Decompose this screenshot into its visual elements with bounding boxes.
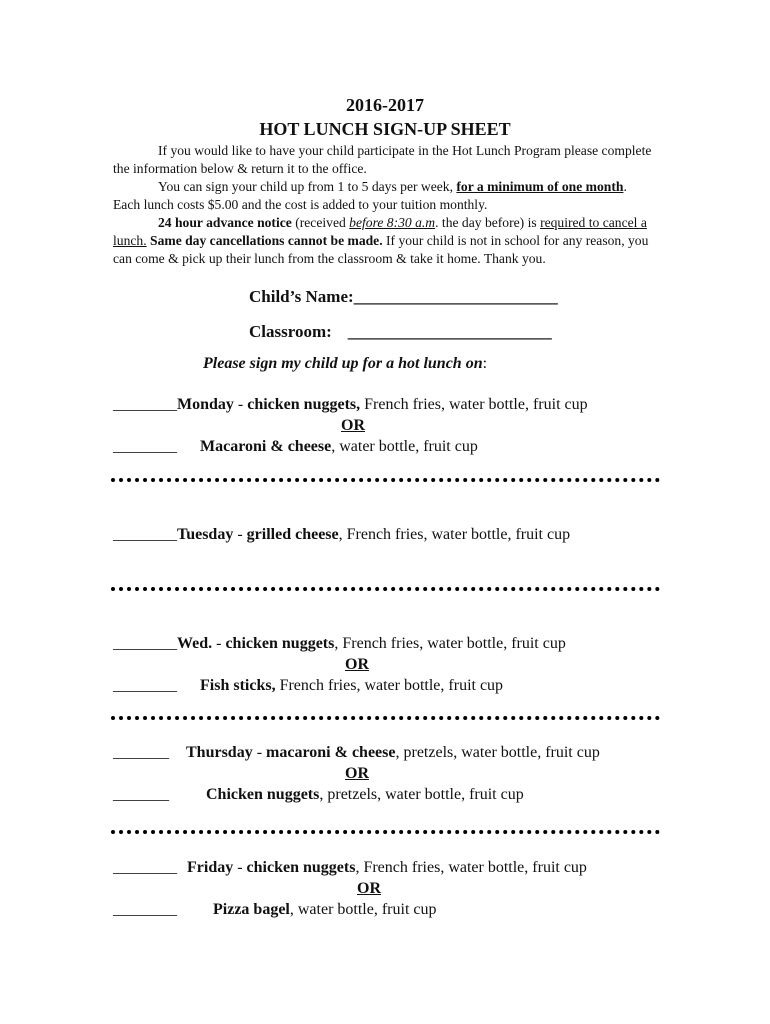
tuesday-blank[interactable]: ________	[113, 526, 177, 543]
friday-alt-rest: , water bottle, fruit cup	[289, 901, 437, 918]
year-heading: 2016-2017	[346, 95, 424, 115]
separator: -	[233, 859, 247, 876]
required-cancel: required to cancel a lunch.	[113, 215, 647, 248]
intro-paragraph-2	[113, 178, 653, 214]
monday-alt-main: Macaroni & cheese	[200, 438, 332, 455]
signup-instruction	[203, 355, 487, 373]
separator: -	[233, 396, 248, 413]
tuesday-main: grilled cheese	[246, 526, 339, 543]
wednesday-alt-rest: French fries, water bottle, fruit cup	[275, 677, 504, 694]
wednesday-alt-main: Fish sticks,	[200, 677, 276, 694]
friday-alt-option	[113, 901, 437, 919]
wednesday-blank[interactable]: ________	[113, 635, 177, 652]
intro-text-3d: . the day before) is	[435, 215, 541, 230]
advance-notice: 24 hour advance notice	[158, 215, 292, 230]
child-name-line[interactable]: ________________________	[353, 287, 558, 306]
intro-paragraph-3	[113, 214, 653, 268]
divider	[111, 587, 660, 591]
thursday-alt-rest: , pretzels, water bottle, fruit cup	[319, 786, 524, 803]
intro-text-2c: . Each lunch costs $5.00 and the cost is added to your tuition monthly.	[113, 179, 627, 212]
friday-day: Friday	[187, 859, 234, 876]
separator: -	[212, 635, 226, 652]
instruction-text: Please sign my child up for a hot lunch on	[203, 355, 483, 372]
wednesday-day: Wed.	[177, 635, 213, 652]
monday-alt-rest: , water bottle, fruit cup	[331, 438, 478, 455]
friday-option	[113, 859, 587, 877]
child-name-label: Child’s Name:	[249, 287, 354, 306]
wednesday-or: OR	[345, 656, 369, 673]
thursday-or: OR	[345, 765, 369, 782]
separator: -	[233, 526, 247, 543]
minimum-one-month: for a minimum of one month	[456, 179, 624, 194]
thursday-rest: , pretzels, water bottle, fruit cup	[395, 744, 600, 761]
monday-option	[113, 396, 588, 414]
wednesday-main: chicken nuggets	[225, 635, 335, 652]
wednesday-alt-blank[interactable]: ________	[113, 677, 177, 694]
thursday-alt-main: Chicken nuggets	[206, 786, 320, 803]
monday-alt-option	[113, 438, 478, 456]
intro-text-1: If you would like to have your child participate in the Hot Lunch Program please complete the information below & return it to the office.	[113, 143, 652, 176]
monday-rest: French fries, water bottle, fruit cup	[360, 396, 588, 413]
monday-blank[interactable]: ________	[113, 396, 177, 413]
thursday-day: Thursday	[186, 744, 253, 761]
friday-alt-blank[interactable]: ________	[113, 901, 177, 918]
monday-alt-blank[interactable]: ________	[113, 438, 177, 455]
divider	[111, 830, 660, 834]
monday-day: Monday	[177, 396, 234, 413]
tuesday-day: Tuesday	[177, 526, 234, 543]
intro-text-3g: If your child is not in school for any reason, you can come & pick up their lunch from the classroom & take it home. Thank you.	[113, 233, 649, 266]
wednesday-rest: , French fries, water bottle, fruit cup	[334, 635, 566, 652]
child-name-field	[249, 287, 558, 307]
friday-main: chicken nuggets	[246, 859, 356, 876]
tuesday-rest: , French fries, water bottle, fruit cup	[338, 526, 571, 543]
classroom-line[interactable]: ________________________	[347, 322, 552, 341]
deadline-time: before 8:30 a.m	[349, 215, 436, 230]
friday-alt-main: Pizza bagel	[213, 901, 290, 918]
wednesday-alt-option	[113, 677, 503, 695]
intro-text-2a: You can sign your child up from 1 to 5 days per week,	[158, 179, 457, 194]
intro-text-3b: (received	[291, 215, 350, 230]
monday-main: chicken nuggets,	[247, 396, 361, 413]
classroom-label: Classroom:	[249, 322, 332, 341]
thursday-alt-option	[113, 786, 524, 804]
wednesday-option	[113, 635, 566, 653]
classroom-field	[249, 322, 552, 342]
page-title: HOT LUNCH SIGN-UP SHEET	[259, 119, 511, 139]
intro-paragraph-1	[113, 142, 653, 178]
separator: -	[252, 744, 267, 761]
friday-or: OR	[357, 880, 381, 897]
tuesday-option	[113, 526, 570, 544]
instruction-colon: :	[482, 355, 488, 372]
divider	[111, 716, 660, 720]
friday-blank[interactable]: ________	[113, 859, 177, 876]
thursday-blank[interactable]: _______	[113, 744, 169, 761]
same-day-note: Same day cancellations cannot be made.	[146, 233, 383, 248]
monday-or: OR	[341, 417, 365, 434]
thursday-alt-blank[interactable]: _______	[113, 786, 169, 803]
thursday-main: macaroni & cheese	[266, 744, 396, 761]
divider	[111, 478, 660, 482]
friday-rest: , French fries, water bottle, fruit cup	[355, 859, 587, 876]
thursday-option	[113, 744, 600, 762]
